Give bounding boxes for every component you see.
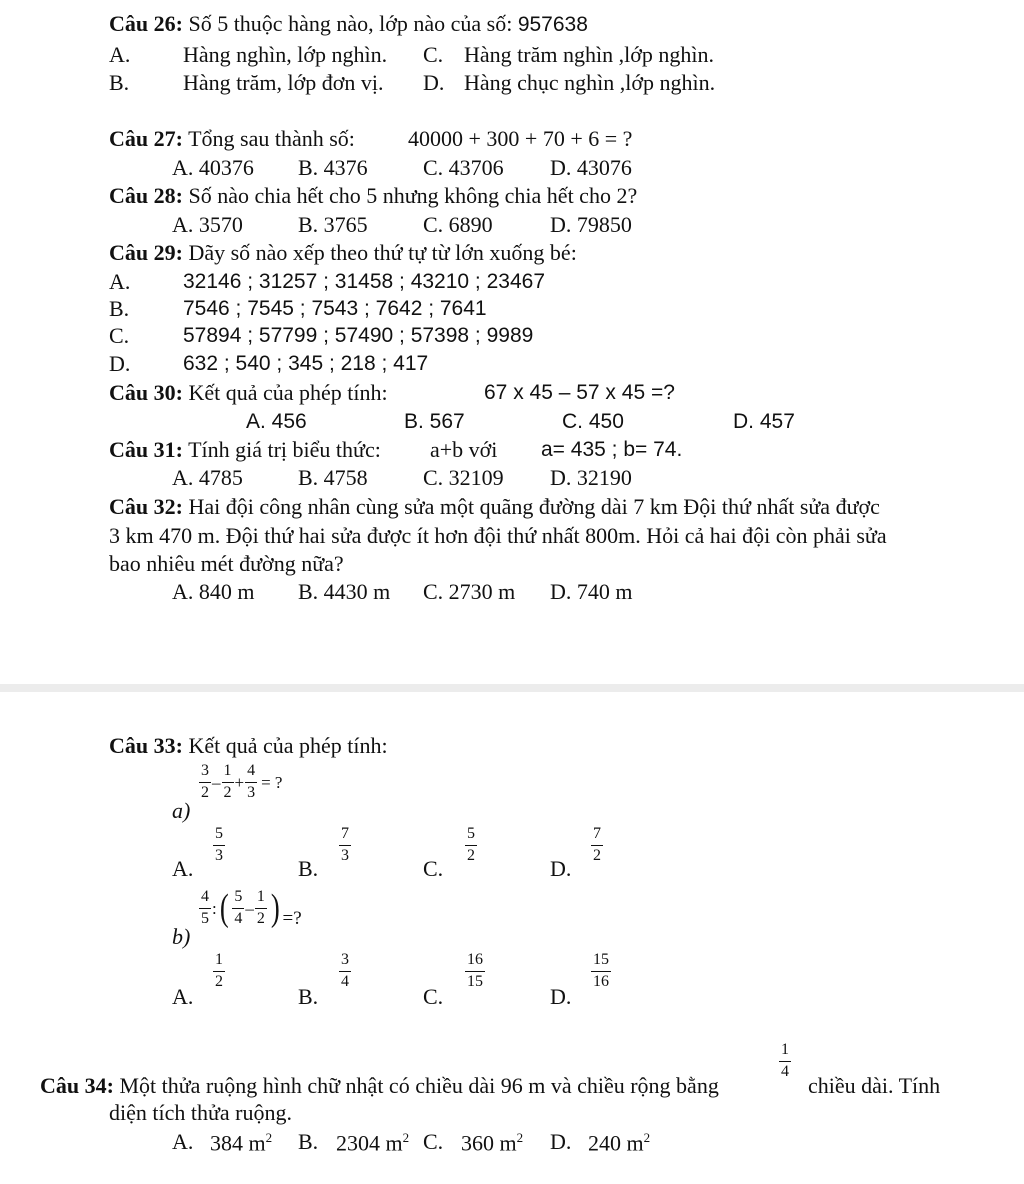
q26-option-c[interactable]: Hàng trăm nghìn ,lớp nghìn.: [464, 42, 714, 67]
q26-option-d-letter[interactable]: D.: [423, 70, 445, 95]
q29-option-d-letter[interactable]: D.: [109, 351, 131, 376]
q28-text: Số nào chia hết cho 5 nhưng không chia hết cho 2?: [188, 183, 638, 208]
q26-text: Số 5 thuộc hàng nào, lớp nào của số:: [188, 11, 513, 36]
q31-question: [109, 439, 381, 461]
equals-question: = ?: [261, 772, 283, 792]
q31-expression-ab: a+b với: [430, 437, 498, 462]
q33a-option-a[interactable]: $\frac{5}{3}$: [215, 825, 223, 864]
q27-option-a[interactable]: A. 40376: [172, 155, 254, 180]
q32-label: Câu 32:: [109, 494, 183, 519]
q29-option-a-letter[interactable]: A.: [109, 269, 131, 294]
q33b-option-a[interactable]: $\frac{1}{2}$: [215, 951, 223, 990]
q33a-option-c[interactable]: $\frac{5}{2}$: [467, 825, 475, 864]
q33a-option-a-letter[interactable]: A.: [172, 856, 194, 881]
operator: +: [234, 772, 245, 792]
q30-option-d[interactable]: D. 457: [733, 410, 795, 433]
q33-part-a-expression: [198, 763, 282, 802]
q30-label: Câu 30:: [109, 380, 183, 405]
q33b-option-d-letter[interactable]: D.: [550, 984, 572, 1009]
q30-option-a[interactable]: A. 456: [246, 410, 307, 433]
q33b-option-a-letter[interactable]: A.: [172, 984, 194, 1009]
q34-option-a[interactable]: 384 $m^2$: [210, 1130, 273, 1156]
q32-option-b[interactable]: B. 4430 m: [298, 579, 391, 604]
q30-question: [109, 382, 388, 404]
q26-option-a[interactable]: Hàng nghìn, lớp nghìn.: [183, 42, 388, 67]
operator: –: [245, 898, 254, 918]
q27-text: Tổng sau thành số:: [188, 126, 355, 151]
q31-option-c[interactable]: C. 32109: [423, 465, 504, 490]
q28-question: [109, 185, 637, 207]
q27-question: [109, 128, 355, 150]
q29-label: Câu 29:: [109, 240, 183, 265]
q29-option-b-letter[interactable]: B.: [109, 296, 130, 321]
q26-option-c-letter[interactable]: C.: [423, 42, 444, 67]
q33-part-b-expression: [198, 889, 302, 928]
q33b-option-b-letter[interactable]: B.: [298, 984, 319, 1009]
q33a-option-d-letter[interactable]: D.: [550, 856, 572, 881]
q32-text-line1: Hai đội công nhân cùng sửa một quãng đường dài 7 km Đội thứ nhất sửa được: [188, 494, 880, 519]
q27-option-b[interactable]: B. 4376: [298, 155, 368, 180]
left-paren: (: [219, 887, 229, 930]
q29-text: Dãy số nào xếp theo thứ tự từ lớn xuống bé:: [188, 240, 577, 265]
q26-option-d[interactable]: Hàng chục nghìn ,lớp nghìn.: [464, 70, 716, 95]
q28-option-d[interactable]: D. 79850: [550, 212, 632, 237]
q33b-option-b[interactable]: $\frac{3}{4}$: [341, 951, 349, 990]
q33-text: Kết quả của phép tính:: [188, 733, 388, 758]
q33-question: [109, 735, 388, 757]
q34-option-b-letter[interactable]: B.: [298, 1129, 319, 1154]
q27-label: Câu 27:: [109, 126, 183, 151]
q26-option-b[interactable]: Hàng trăm, lớp đơn vị.: [183, 70, 384, 95]
q28-option-c[interactable]: C. 6890: [423, 212, 493, 237]
q34-fraction: $\frac{1}{4}$: [781, 1041, 789, 1080]
q26-question: [109, 13, 588, 35]
q29-option-c-letter[interactable]: C.: [109, 323, 130, 348]
q34-question-line1: [40, 1075, 719, 1097]
q29-question: [109, 242, 577, 264]
q34-text-before: Một thửa ruộng hình chữ nhật có chiều dài 96 m và chiều rộng bằng: [119, 1073, 719, 1098]
q26-number: 957638: [517, 13, 588, 36]
q31-label: Câu 31:: [109, 437, 183, 462]
q32-option-d[interactable]: D. 740 m: [550, 579, 633, 604]
fraction: $\frac{1}{2}$: [256, 888, 265, 927]
page-divider: [0, 684, 1024, 692]
q30-option-b[interactable]: B. 567: [404, 410, 465, 433]
q32-option-a[interactable]: A. 840 m: [172, 579, 255, 604]
q34-label: Câu 34:: [40, 1073, 114, 1098]
q34-option-d-letter[interactable]: D.: [550, 1129, 572, 1154]
q34-option-c-letter[interactable]: C.: [423, 1129, 444, 1154]
q34-option-c[interactable]: 360 $m^2$: [461, 1130, 524, 1156]
fraction: $\frac{3}{2}$: [201, 762, 209, 801]
q32-question-line1: [109, 496, 880, 518]
q34-option-b[interactable]: 2304 $m^2$: [336, 1130, 410, 1156]
q32-option-c[interactable]: C. 2730 m: [423, 579, 516, 604]
q33b-option-c-letter[interactable]: C.: [423, 984, 444, 1009]
q34-text-line2: diện tích thửa ruộng.: [109, 1100, 292, 1125]
q31-text: Tính giá trị biểu thức:: [188, 437, 381, 462]
q32-text-line2: 3 km 470 m. Đội thứ hai sửa được ít hơn đội thứ nhất 800m. Hỏi cả hai đội còn phải sửa: [109, 523, 887, 548]
q27-option-d[interactable]: D. 43076: [550, 155, 632, 180]
q31-expression-values: a= 435 ; b= 74.: [541, 438, 683, 461]
q33b-option-c[interactable]: $\frac{16}{15}$: [467, 951, 483, 990]
q26-option-a-letter[interactable]: A.: [109, 42, 131, 67]
q30-option-c[interactable]: C. 450: [562, 410, 624, 433]
q34-option-a-letter[interactable]: A.: [172, 1129, 194, 1154]
q33a-option-d[interactable]: $\frac{7}{2}$: [593, 825, 601, 864]
q34-text-after: chiều dài. Tính: [808, 1073, 941, 1098]
right-paren: ): [270, 887, 280, 930]
q33a-option-b-letter[interactable]: B.: [298, 856, 319, 881]
q31-option-d[interactable]: D. 32190: [550, 465, 632, 490]
q34-option-d[interactable]: 240 $m^2$: [588, 1130, 651, 1156]
q33-label: Câu 33:: [109, 733, 183, 758]
q27-option-c[interactable]: C. 43706: [423, 155, 504, 180]
q29-option-a[interactable]: 32146 ; 31257 ; 31458 ; 43210 ; 23467: [183, 270, 545, 293]
q33-part-a-label: a): [172, 798, 191, 823]
operator: –: [212, 772, 221, 792]
fraction: $\frac{4}{3}$: [247, 762, 256, 801]
q30-text: Kết quả của phép tính:: [188, 380, 388, 405]
q28-option-b[interactable]: B. 3765: [298, 212, 368, 237]
q29-option-b[interactable]: 7546 ; 7545 ; 7543 ; 7642 ; 7641: [183, 297, 487, 320]
q33a-option-c-letter[interactable]: C.: [423, 856, 444, 881]
q29-option-d[interactable]: 632 ; 540 ; 345 ; 218 ; 417: [183, 352, 429, 375]
operator: :: [212, 898, 217, 918]
q26-label: Câu 26:: [109, 11, 183, 36]
q33a-option-b[interactable]: $\frac{7}{3}$: [341, 825, 349, 864]
equals-question: =?: [282, 907, 302, 929]
fraction: $\frac{5}{4}$: [234, 888, 243, 927]
q26-option-b-letter[interactable]: B.: [109, 70, 130, 95]
fraction: $\frac{1}{2}$: [223, 762, 232, 801]
q28-option-a[interactable]: A. 3570: [172, 212, 243, 237]
q28-label: Câu 28:: [109, 183, 183, 208]
q29-option-c[interactable]: 57894 ; 57799 ; 57490 ; 57398 ; 9989: [183, 324, 534, 347]
q33-part-b-label: b): [172, 924, 191, 949]
q31-option-b[interactable]: B. 4758: [298, 465, 368, 490]
q33b-option-d[interactable]: $\frac{15}{16}$: [593, 951, 609, 990]
q30-expression: 67 x 45 – 57 x 45 =?: [484, 381, 675, 404]
q31-option-a[interactable]: A. 4785: [172, 465, 243, 490]
q27-expression: 40000 + 300 + 70 + 6 = ?: [408, 126, 633, 151]
fraction: $\frac{4}{5}$: [201, 888, 209, 927]
q32-text-line3: bao nhiêu mét đường nữa?: [109, 551, 344, 576]
